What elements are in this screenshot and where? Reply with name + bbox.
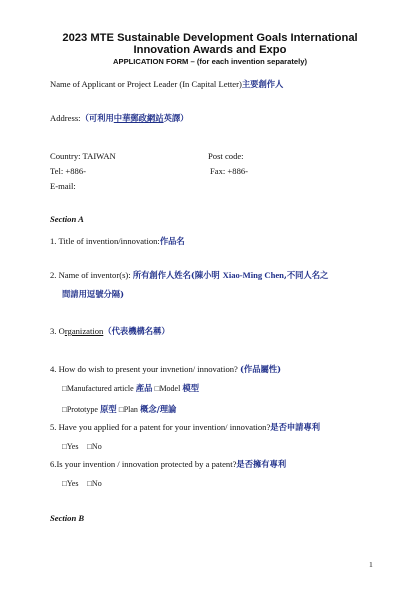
question-2-inventors[interactable] — [50, 270, 328, 281]
question-6-options — [62, 478, 102, 489]
option-manufactured-checkbox[interactable]: □Manufactured article — [62, 384, 134, 393]
section-b-heading: Section B — [50, 513, 85, 523]
question-5-yes-checkbox[interactable]: □Yes — [62, 442, 79, 451]
tel-label[interactable]: Tel: +886- — [50, 166, 86, 176]
option-plan-checkbox[interactable]: □Plan — [118, 405, 138, 414]
option-model-checkbox[interactable]: □Model — [154, 384, 181, 393]
question-4-options-row1 — [62, 383, 199, 394]
question-2-example-name: Xiao-Ming Chen — [222, 270, 284, 280]
section-a-heading: Section A — [50, 214, 84, 224]
address-hint-close: 英譯） — [163, 113, 189, 123]
postcode-label[interactable]: Post code: — [208, 151, 244, 161]
question-6-cjk: 是否擁有專利 — [236, 459, 287, 469]
question-4-cjk: (作品屬性) — [240, 364, 282, 374]
question-1-text: 1. Title of invention/innovation: — [50, 236, 160, 246]
address-field[interactable] — [50, 113, 188, 124]
question-3-organization[interactable] — [50, 326, 170, 337]
option-prototype-cjk: 原型 — [100, 404, 117, 414]
question-1-title[interactable] — [50, 236, 185, 247]
option-plan-cjk: 概念/理論 — [140, 404, 177, 414]
question-6-text: 6.Is your invention / innovation protected by a patent? — [50, 459, 237, 469]
form-title — [0, 32, 420, 57]
question-2-text: 2. Name of inventor(s): — [50, 270, 133, 280]
question-1-cjk: 作品名 — [159, 236, 185, 246]
question-2-cjk-a: 所有創作人姓名(陳小明 — [132, 270, 223, 280]
option-manufactured-cjk: 產品 — [135, 383, 153, 393]
form-subtitle: APPLICATION FORM – (for each invention separately) — [113, 57, 307, 66]
form-title-line1: 2023 MTE Sustainable Development Goals International — [62, 32, 358, 44]
question-3-cjk: （代表機構名稱） — [103, 326, 170, 336]
question-3-text-prefix: 3. O — [50, 326, 65, 336]
question-3-text-rest: rganization — [64, 326, 104, 336]
applicant-name-field[interactable] — [50, 79, 283, 90]
question-5-text: 5. Have you applied for a patent for your invention/ innovation? — [50, 422, 271, 432]
page-number: 1 — [369, 560, 373, 569]
applicant-name-label: Name of Applicant or Project Leader (In Capital Letter) — [50, 79, 242, 89]
address-hint-open: （可利用 — [80, 113, 114, 123]
question-5-patent-applied — [50, 422, 320, 433]
question-4-presentation — [50, 364, 281, 375]
question-4-text: 4. How do wish to present your invnetion/ innovation? — [50, 364, 240, 374]
question-6-yes-checkbox[interactable]: □Yes — [62, 479, 79, 488]
fax-label[interactable]: Fax: +886- — [210, 166, 249, 176]
question-2-cjk-b: ,不同人名之 — [283, 270, 329, 280]
applicant-name-label-cjk: 主要創作人 — [241, 79, 284, 89]
option-prototype-checkbox[interactable]: □Prototype — [62, 405, 98, 414]
email-label[interactable]: E-mail: — [50, 181, 76, 191]
question-2-cjk-line2: 間請用逗號分隔) — [62, 289, 125, 299]
question-4-options-row2 — [62, 404, 176, 415]
question-5-cjk: 是否申請專利 — [270, 422, 321, 432]
question-5-options — [62, 441, 102, 452]
question-6-no-checkbox[interactable]: □No — [87, 479, 102, 488]
country-label: Country: TAIWAN — [50, 151, 116, 161]
form-title-line2: Innovation Awards and Expo — [133, 44, 287, 57]
postal-website-link[interactable]: 中華郵政網站 — [113, 113, 164, 123]
address-label: Address: — [50, 113, 81, 123]
option-model-cjk: 模型 — [182, 383, 200, 393]
question-5-no-checkbox[interactable]: □No — [87, 442, 102, 451]
question-6-patent-protected — [50, 459, 286, 470]
